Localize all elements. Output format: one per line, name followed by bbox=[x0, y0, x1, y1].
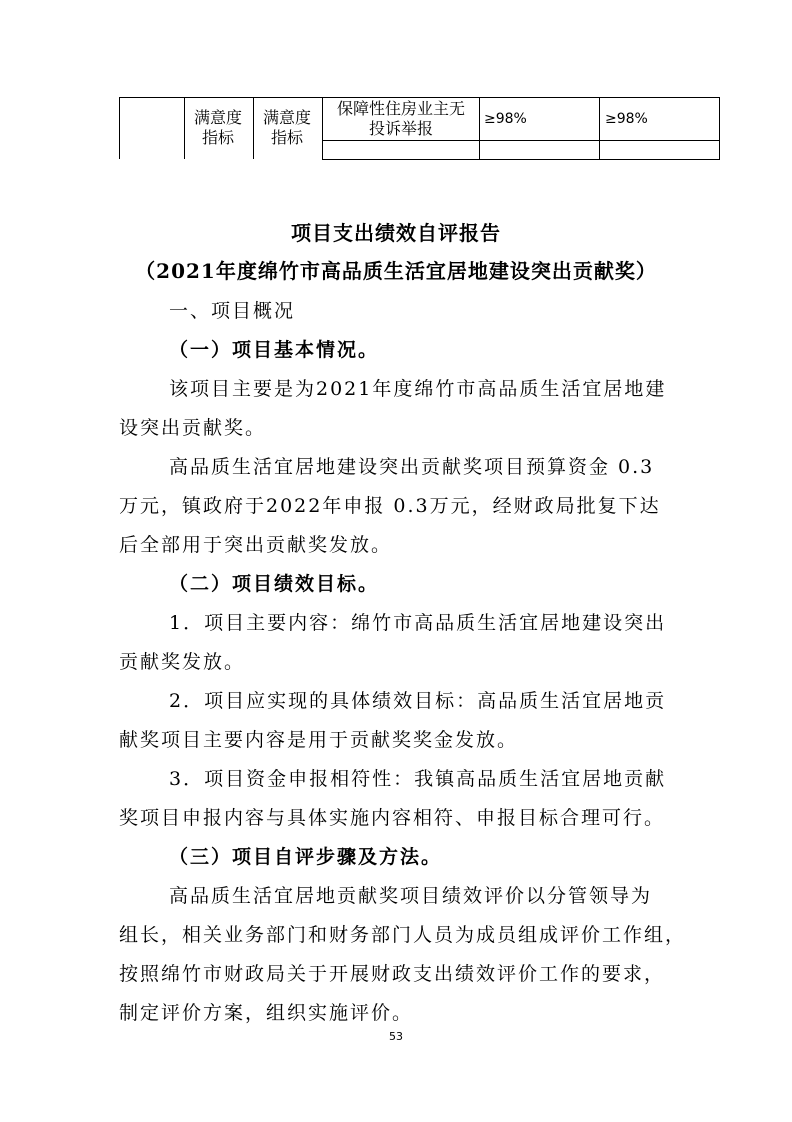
paragraph-line: 奖项目申报内容与具体实施内容相符、申报目标合理可行。 bbox=[119, 807, 666, 829]
table-bottom-border bbox=[322, 159, 720, 160]
paragraph-line: 按照绵竹市财政局关于开展财政支出绩效评价工作的要求， bbox=[119, 963, 666, 985]
paragraph-line: 后全部用于突出贡献奖发放。 bbox=[119, 534, 393, 556]
table-col-divider bbox=[184, 97, 185, 159]
paragraph-line: 3．项目资金申报相符性：我镇高品质生活宜居地贡献 bbox=[169, 768, 667, 790]
table-row-divider bbox=[322, 140, 720, 141]
table-col-divider bbox=[253, 97, 254, 159]
section-heading: 一、项目概况 bbox=[169, 300, 296, 322]
table-col-divider bbox=[599, 97, 600, 159]
table-left-border bbox=[119, 97, 120, 159]
paragraph-line: 献奖项目主要内容是用于贡献奖奖金发放。 bbox=[119, 729, 519, 751]
table-cell-target: ≥98% bbox=[484, 111, 527, 127]
table-cell-indicator-level3: 满意度指标 bbox=[262, 108, 311, 147]
subsection-heading: （三）项目自评步骤及方法。 bbox=[169, 846, 443, 868]
table-right-border bbox=[719, 97, 720, 159]
table-cell-indicator-level2: 满意度指标 bbox=[193, 108, 242, 147]
paragraph-line: 组长，相关业务部门和财务部门人员为成员组成评价工作组， bbox=[119, 924, 687, 946]
subsection-heading: （二）项目绩效目标。 bbox=[169, 573, 380, 595]
paragraph-line: 万元，镇政府于2022年申报 0.3万元，经财政局批复下达 bbox=[119, 495, 661, 517]
table-col-divider bbox=[479, 97, 480, 159]
paragraph-line: 该项目主要是为2021年度绵竹市高品质生活宜居地建 bbox=[169, 378, 667, 400]
paragraph-line: 高品质生活宜居地贡献奖项目绩效评价以分管领导为 bbox=[169, 885, 653, 907]
report-title: 项目支出绩效自评报告 bbox=[291, 221, 501, 245]
paragraph-line: 高品质生活宜居地建设突出贡献奖项目预算资金 0.3 bbox=[169, 456, 655, 478]
paragraph-line: 1．项目主要内容：绵竹市高品质生活宜居地建设突出 bbox=[169, 612, 667, 634]
page-number: 53 bbox=[389, 1030, 403, 1043]
subsection-heading: （一）项目基本情况。 bbox=[169, 339, 380, 361]
paragraph-line: 贡献奖发放。 bbox=[119, 651, 246, 673]
table-cell-item: 保障性住房业主无投诉举报 bbox=[336, 99, 465, 138]
paragraph-line: 2．项目应实现的具体绩效目标：高品质生活宜居地贡 bbox=[169, 690, 667, 712]
paragraph-line: 制定评价方案，组织实施评价。 bbox=[119, 1002, 414, 1024]
report-subtitle: （2021年度绵竹市高品质生活宜居地建设突出贡献奖） bbox=[135, 259, 657, 283]
table-col-divider bbox=[322, 97, 323, 159]
table-cell-actual: ≥98% bbox=[605, 111, 648, 127]
paragraph-line: 设突出贡献奖。 bbox=[119, 417, 267, 439]
table-top-border bbox=[119, 97, 720, 98]
